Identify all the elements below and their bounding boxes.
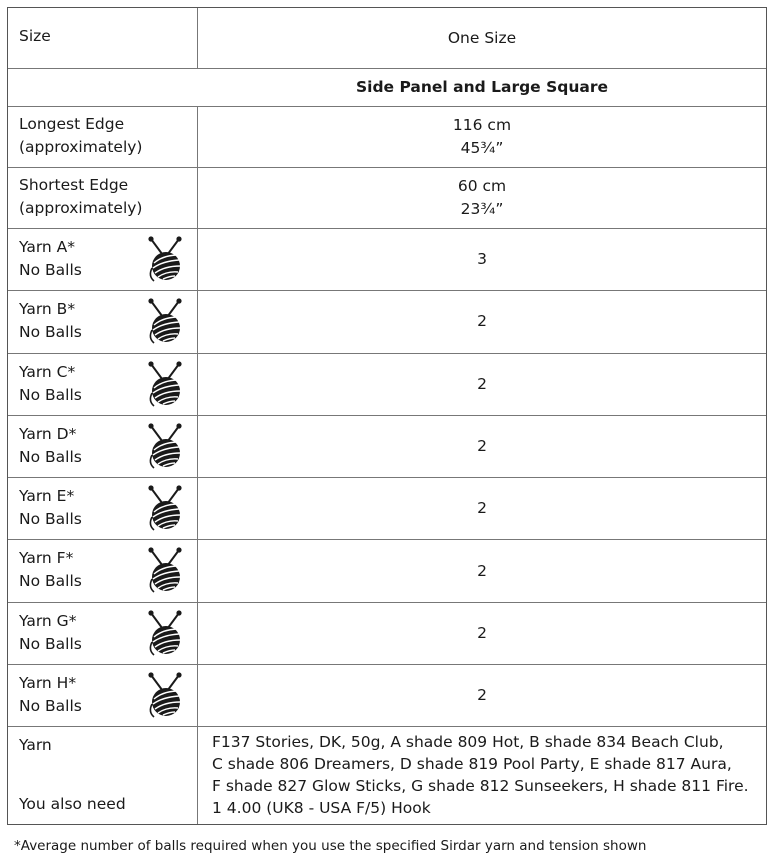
- shortest-edge-row: [8, 168, 766, 229]
- longest-edge-cm: 116 cm: [452, 116, 512, 134]
- yarn-row-g: [8, 603, 766, 665]
- yarn-balls-value: 2: [477, 374, 487, 393]
- yarn-balls-value: 2: [477, 561, 487, 580]
- longest-edge-label: [8, 107, 198, 167]
- yarn-sub: No Balls: [19, 634, 82, 653]
- yarn-ball-icon: [145, 298, 185, 346]
- yarn-name: Yarn D*: [19, 424, 77, 443]
- yarn-details-line-2: C shade 806 Dreamers, D shade 819 Pool Party, E shade 817 Aura,: [212, 755, 732, 774]
- longest-edge-label-line1: Longest Edge: [19, 115, 125, 133]
- yarn-label-cell: [8, 478, 198, 539]
- yarn-details-row: [8, 727, 766, 824]
- section-heading-spacer: [8, 69, 198, 106]
- yarn-ball-icon: [145, 361, 185, 409]
- size-value: One Size: [447, 28, 517, 47]
- size-row: [8, 8, 766, 69]
- yarn-ball-icon: [145, 547, 185, 595]
- yarn-sub: No Balls: [19, 385, 82, 404]
- yarn-label-cell: [8, 291, 198, 352]
- yarn-name: Yarn A*: [19, 238, 76, 256]
- yarn-name: Yarn G*: [19, 611, 77, 630]
- yarn-balls-value: 3: [477, 250, 487, 269]
- hook-line: 1 4.00 (UK8 - USA F/5) Hook: [212, 799, 431, 818]
- yarn-row-b: [8, 291, 766, 353]
- yarn-ball-icon: [145, 610, 185, 658]
- yarn-ball-icon: [145, 672, 185, 720]
- shortest-edge-value: [198, 168, 766, 228]
- yarn-name: Yarn B*: [19, 300, 76, 319]
- yarn-label: Yarn: [19, 736, 52, 755]
- yarn-row-h: [8, 665, 766, 727]
- yarn-sub: No Balls: [19, 323, 82, 342]
- yarn-sub: No Balls: [19, 261, 82, 279]
- yarn-name: Yarn H*: [19, 674, 77, 693]
- yarn-details-text: [198, 727, 766, 824]
- yarn-label-cell: [8, 354, 198, 415]
- yarn-ball-icon: [145, 236, 185, 284]
- yarn-row-f: [8, 540, 766, 602]
- yarn-sub: No Balls: [19, 510, 82, 529]
- yarn-balls-value: 2: [477, 499, 487, 518]
- shortest-edge-label-line2: (approximately): [19, 199, 143, 217]
- yarn-ball-icon: [145, 423, 185, 471]
- yarn-sub: No Balls: [19, 447, 82, 466]
- yarn-balls-value: 2: [477, 437, 487, 456]
- longest-edge-inches: 45¾”: [460, 139, 504, 157]
- yarn-details-line-1: F137 Stories, DK, 50g, A shade 809 Hot, B shade 834 Beach Club,: [212, 733, 724, 752]
- yarn-sub: No Balls: [19, 572, 82, 591]
- you-also-need-label: You also need: [19, 795, 126, 814]
- yarn-ball-icon: [145, 485, 185, 533]
- shortest-edge-inches: 23¾”: [460, 200, 504, 218]
- yarn-label-cell: [8, 540, 198, 601]
- yarn-balls-value: 2: [477, 623, 487, 642]
- yarn-label-cell: [8, 229, 198, 290]
- section-heading: Side Panel and Large Square: [355, 78, 609, 96]
- yarn-balls-value: 2: [477, 686, 487, 705]
- yarn-label-cell: [8, 665, 198, 726]
- longest-edge-label-line2: (approximately): [19, 138, 143, 156]
- shortest-edge-cm: 60 cm: [457, 177, 507, 195]
- longest-edge-value: [198, 107, 766, 167]
- yarn-row-a: [8, 229, 766, 291]
- shortest-edge-label: [8, 168, 198, 228]
- yarn-label-cell: [8, 416, 198, 477]
- yarn-name: Yarn E*: [19, 487, 75, 506]
- yarn-details-labels: [8, 727, 198, 824]
- shortest-edge-label-line1: Shortest Edge: [19, 176, 129, 194]
- pattern-info-table: [7, 7, 767, 825]
- yarn-balls-value: 2: [477, 312, 487, 331]
- yarn-name: Yarn F*: [19, 549, 74, 568]
- longest-edge-row: [8, 107, 766, 168]
- section-heading-row: [8, 69, 766, 107]
- yarn-row-e: [8, 478, 766, 540]
- size-label: Size: [8, 8, 198, 68]
- yarn-details-line-3: F shade 827 Glow Sticks, G shade 812 Sunseekers, H shade 811 Fire.: [212, 777, 749, 796]
- yarn-name: Yarn C*: [19, 362, 76, 381]
- footnote: *Average number of balls required when you use the specified Sirdar yarn and tension shown: [14, 838, 647, 854]
- yarn-row-c: [8, 354, 766, 416]
- yarn-row-d: [8, 416, 766, 478]
- yarn-label-cell: [8, 603, 198, 664]
- yarn-sub: No Balls: [19, 697, 82, 716]
